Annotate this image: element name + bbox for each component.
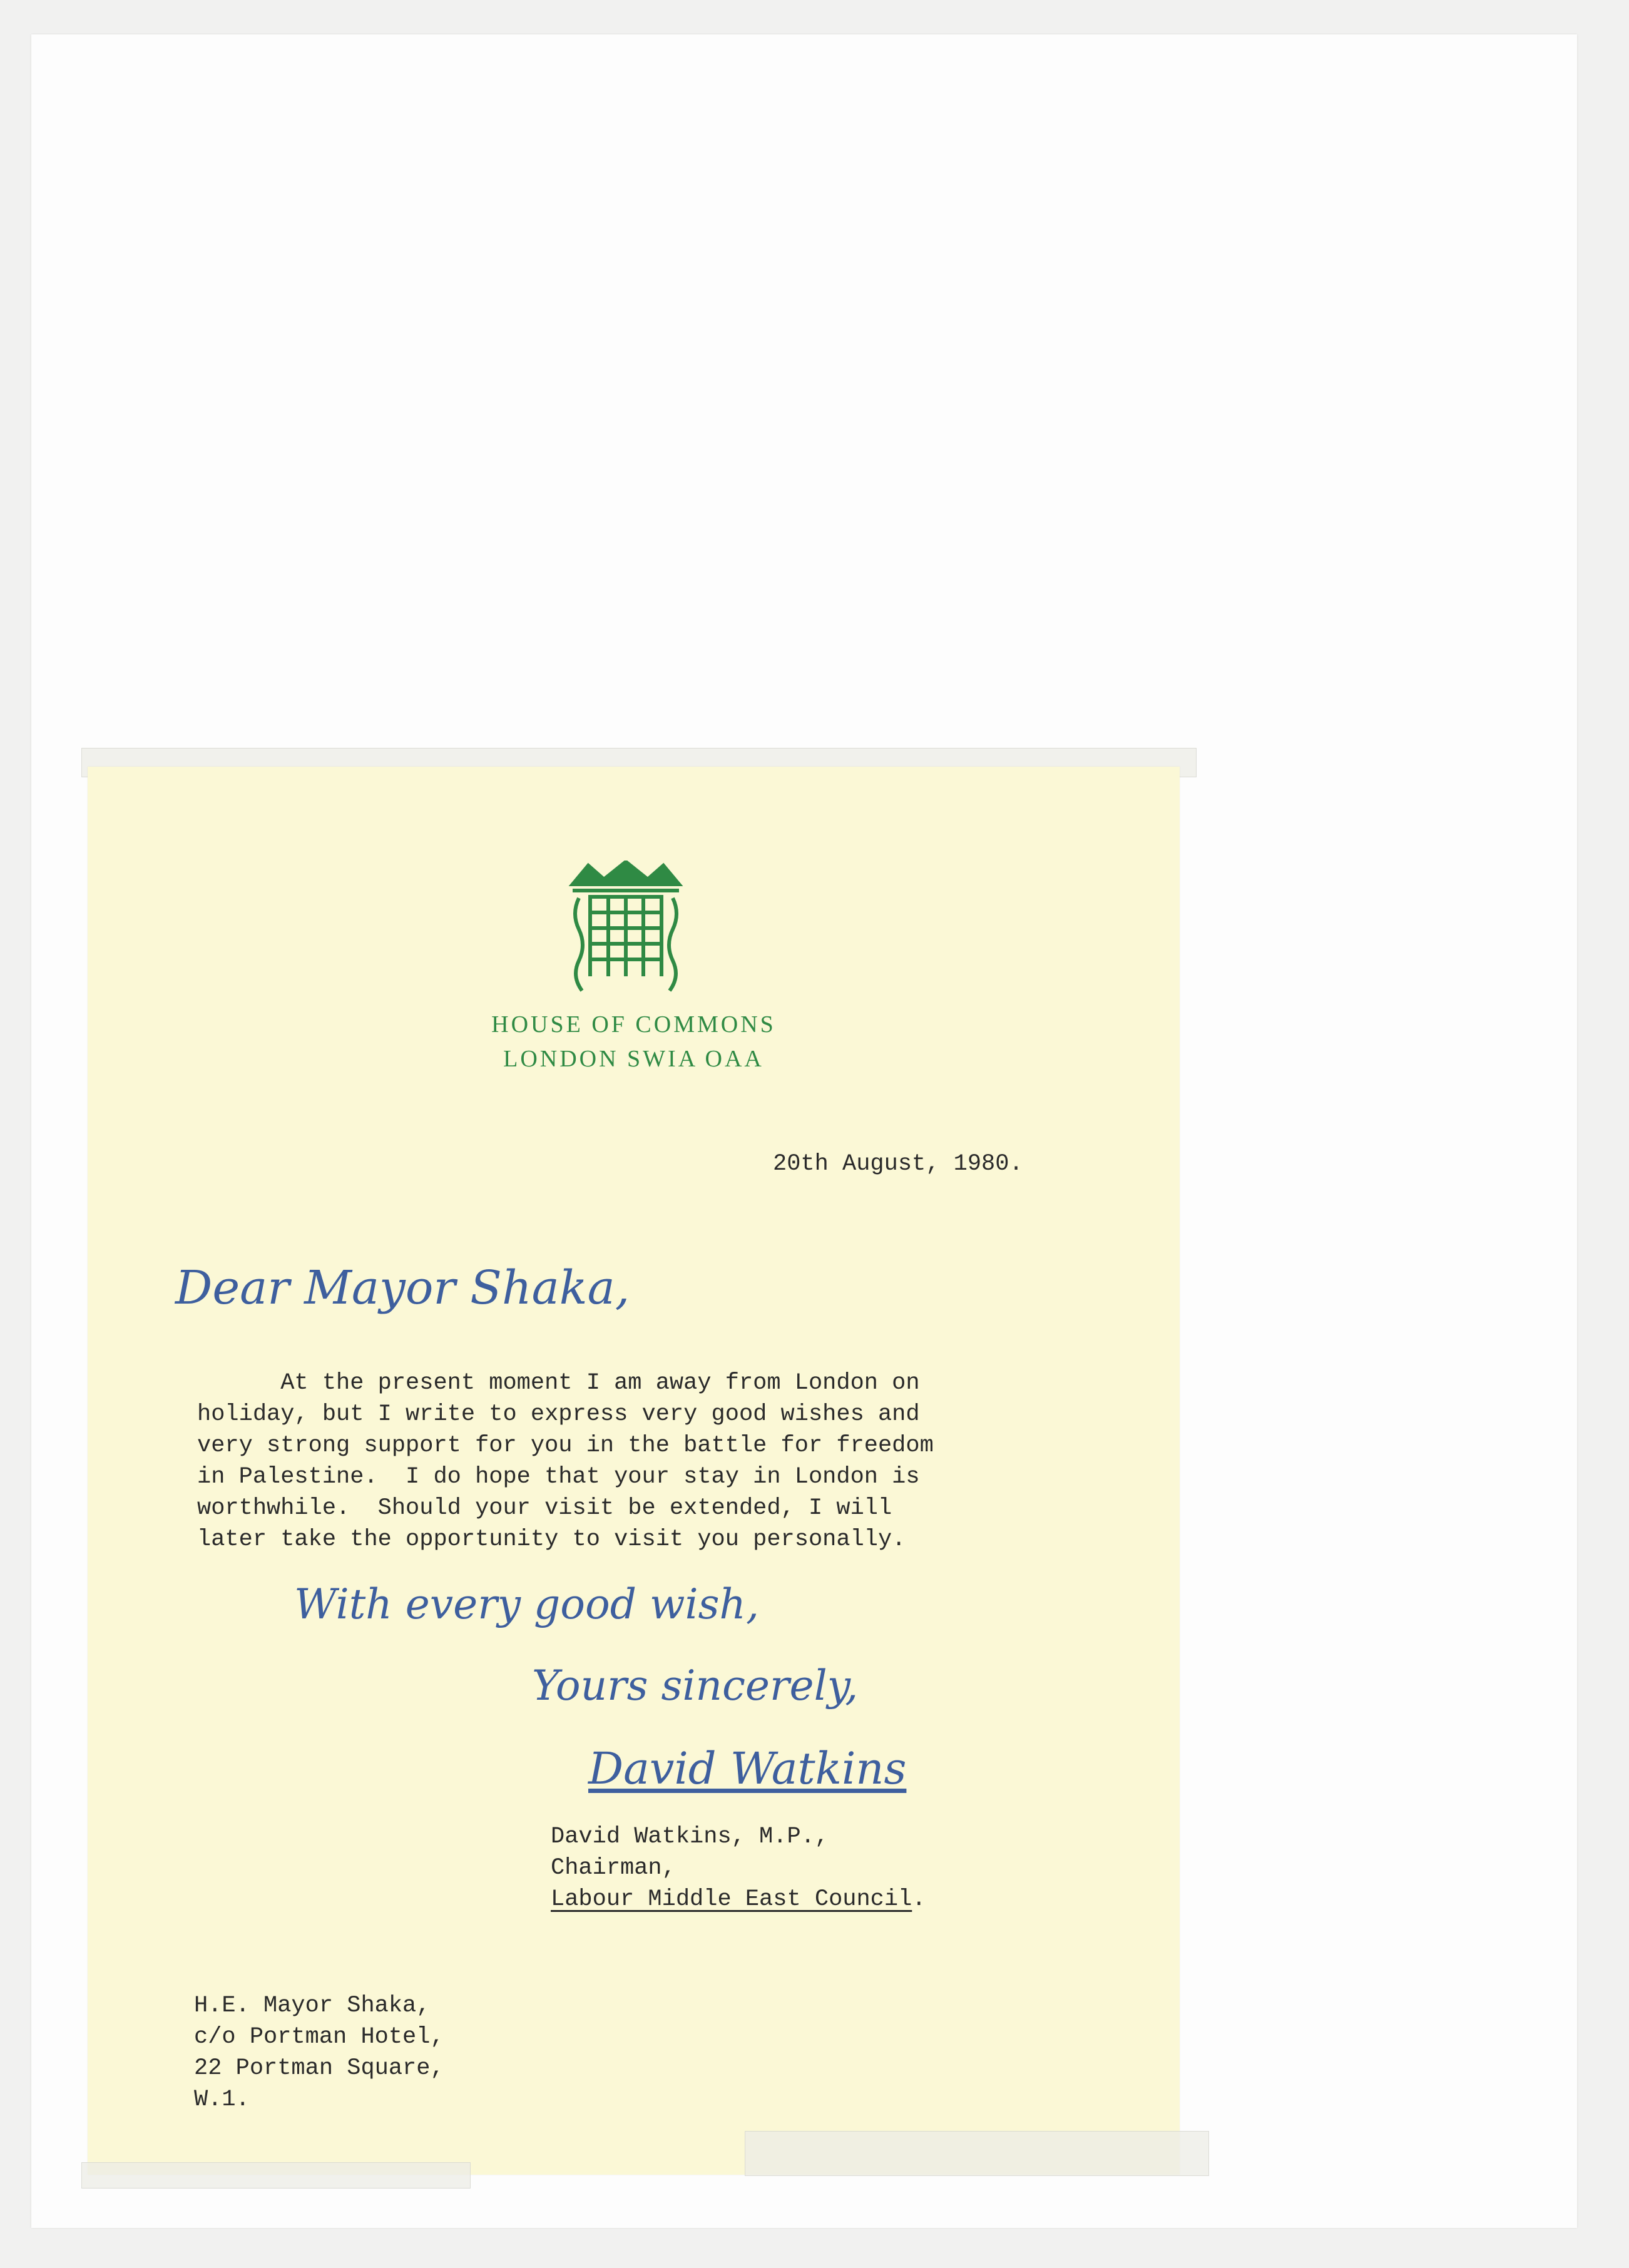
letterhead-line-1: HOUSE OF COMMONS xyxy=(491,1011,776,1038)
addressee-line: c/o Portman Hotel, xyxy=(194,2024,444,2050)
signature: David Watkins xyxy=(588,1743,907,1794)
portcullis-icon xyxy=(566,861,685,995)
letter-sheet xyxy=(88,767,1180,2175)
closing-handwritten: With every good wish, xyxy=(294,1580,759,1628)
signatory-title: Chairman, xyxy=(551,1855,676,1881)
body-line: later take the opportunity to visit you personally. xyxy=(197,1526,906,1553)
addressee-block xyxy=(194,1990,444,2115)
signatory-name: David Watkins, M.P., xyxy=(551,1824,829,1850)
signatory-organisation-suffix: . xyxy=(912,1886,926,1913)
addressee-line: 22 Portman Square, xyxy=(194,2055,444,2082)
letterhead-line-2: LONDON SWIA OAA xyxy=(503,1046,764,1072)
addressee-line: H.E. Mayor Shaka, xyxy=(194,1993,431,2019)
body-line: worthwhile. Should your visit be extended, I will xyxy=(197,1495,892,1521)
salutation: Dear Mayor Shaka, xyxy=(175,1261,630,1315)
tape-bottom-left xyxy=(81,2162,471,2189)
tape-bottom-right xyxy=(745,2131,1209,2176)
body-line: in Palestine. I do hope that your stay in London is xyxy=(197,1464,920,1490)
valediction: Yours sincerely, xyxy=(532,1662,859,1710)
body-line: holiday, but I write to express very good wishes and xyxy=(197,1401,920,1428)
letter-date: 20th August, 1980. xyxy=(773,1151,1023,1177)
addressee-line: W.1. xyxy=(194,2087,250,2113)
body-line: very strong support for you in the battle for freedom xyxy=(197,1433,934,1459)
signatory-organisation: Labour Middle East Council xyxy=(551,1886,912,1913)
body-line: At the present moment I am away from London on xyxy=(197,1370,920,1396)
letter-body xyxy=(197,1367,934,1555)
signatory-organisation-line xyxy=(551,1884,926,1915)
